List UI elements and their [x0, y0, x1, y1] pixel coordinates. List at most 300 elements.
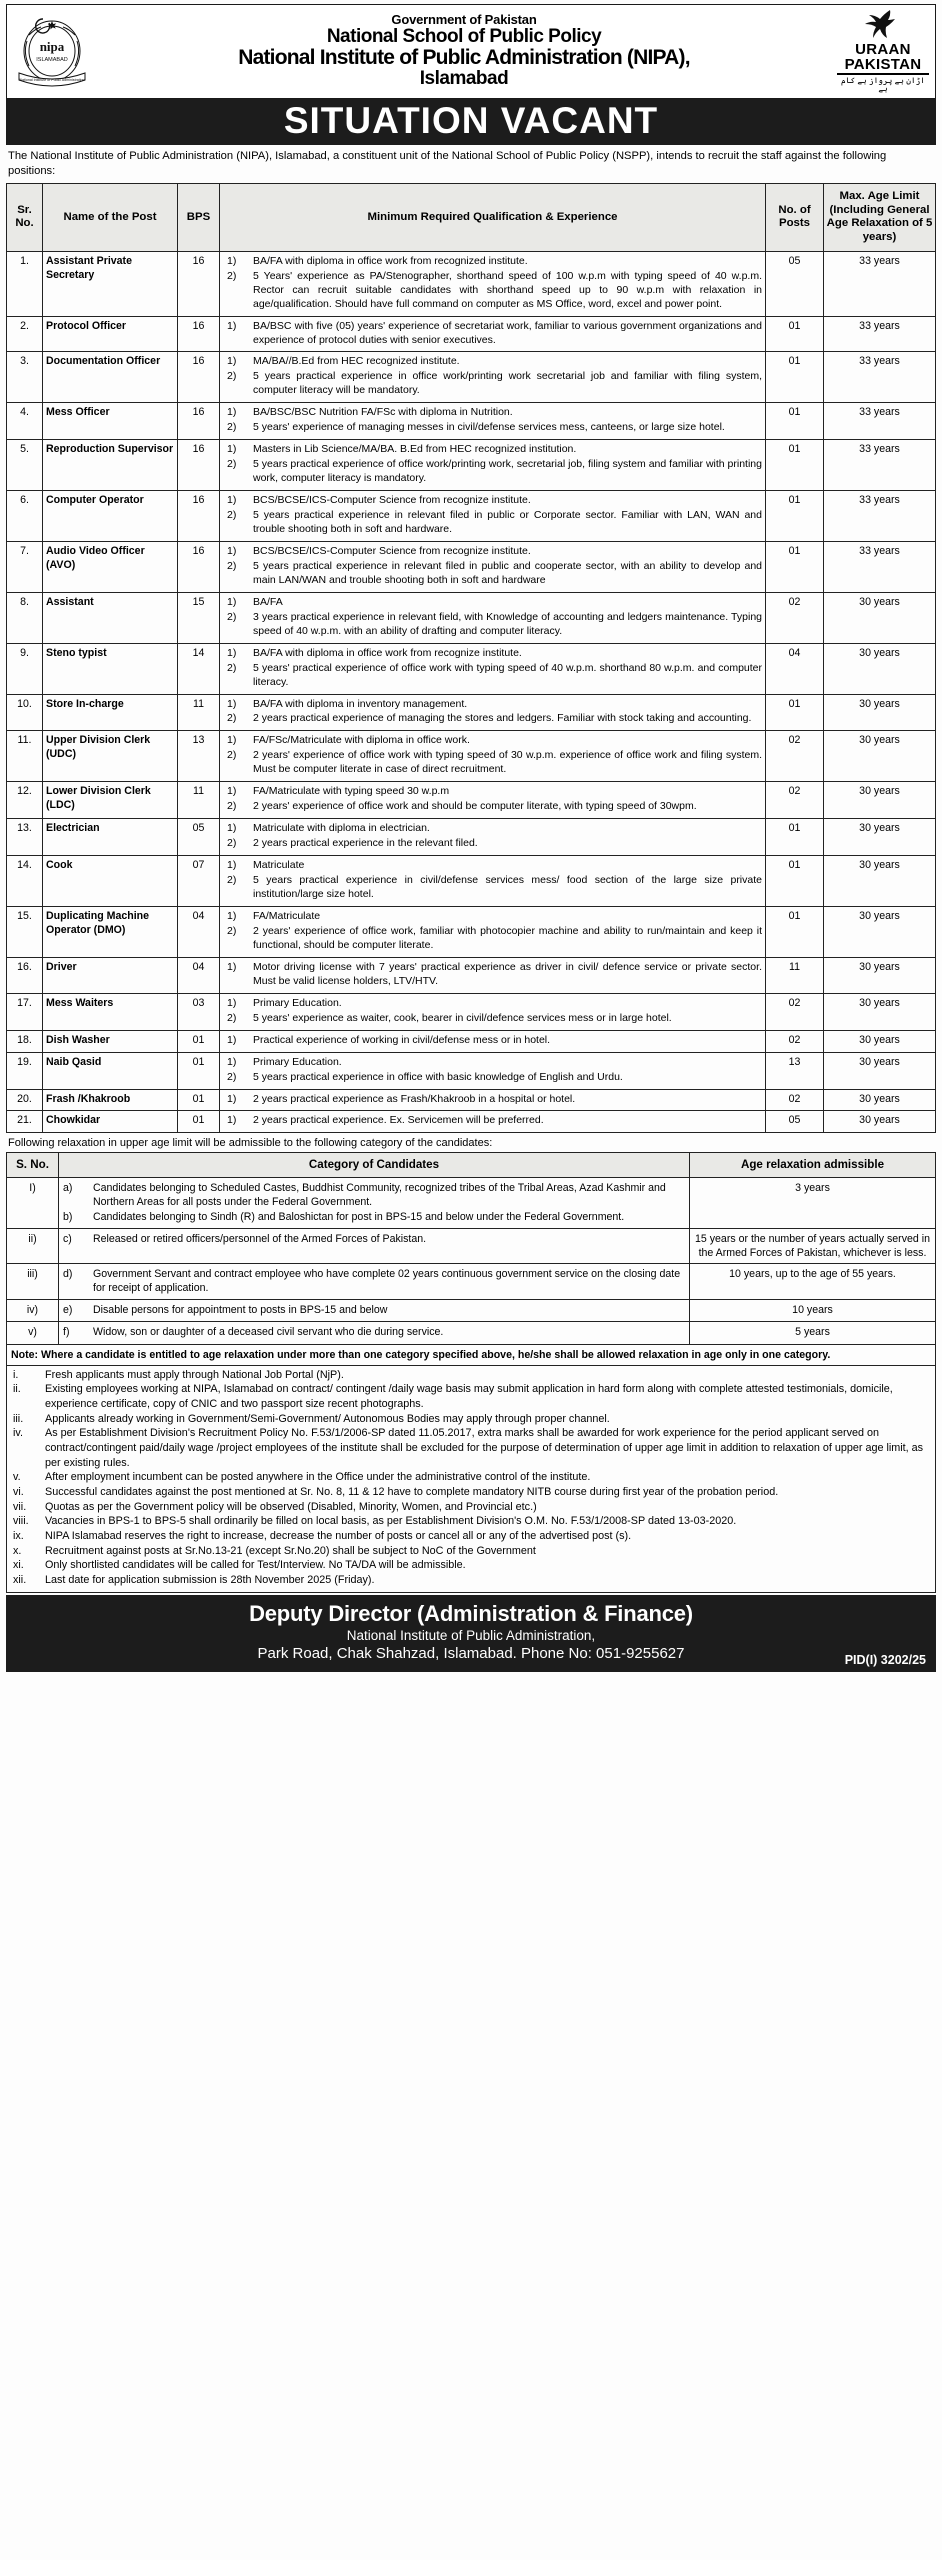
cell-max-age: 30 years [824, 1111, 936, 1133]
cell-category [59, 1229, 690, 1264]
header-bps: BPS [178, 184, 220, 252]
qualification-item [223, 712, 762, 726]
qualification-text: BA/FA [253, 595, 283, 608]
qualification-text: 2 years' experience of office work with typing speed of 30 w.p.m. experience of office work and filing system. Must be computer literate in case of direct recruitment. [253, 749, 762, 776]
svg-text:National Institute of Public A: National Institute of Public Administration [19, 77, 85, 82]
cell-age-relaxation: 15 years or the number of years actually served in the Armed Forces of Pakistan, whichever is less. [690, 1229, 936, 1264]
cell-no-of-posts: 02 [766, 592, 824, 643]
condition-number: i. [13, 1368, 19, 1381]
qualification-item [223, 370, 762, 398]
cell-max-age: 33 years [824, 251, 936, 316]
cell-max-age: 30 years [824, 993, 936, 1030]
cell-sr-no: 12. [7, 782, 43, 819]
category-item [63, 1267, 685, 1295]
qualification-number: 1) [227, 406, 237, 419]
table-row [7, 1052, 936, 1089]
category-letter: d) [63, 1268, 73, 1281]
pakistan-government-crest-icon [13, 11, 91, 91]
cell-category [59, 1300, 690, 1322]
eagle-icon [837, 8, 929, 42]
qualification-number: 1) [227, 1092, 237, 1105]
condition-item [11, 1558, 929, 1573]
qualification-number: 1) [227, 254, 237, 267]
table-row [7, 251, 936, 316]
qualification-item [223, 270, 762, 312]
qualification-text: Motor driving license with 7 years' practical experience as driver in civil/ defence service or private sector. Must be valid license holders, LTV/HTV. [253, 960, 762, 987]
cell-sr-no: 10. [7, 694, 43, 731]
uraan-text: URAAN [855, 41, 911, 58]
cell-max-age: 30 years [824, 1052, 936, 1089]
condition-text: Quotas as per the Government policy will be observed (Disabled, Minority, Women, and Provincial etc.) [45, 1500, 537, 1513]
posts-table-header-row [7, 184, 936, 252]
footer-address: Park Road, Chak Shahzad, Islamabad. Phone No: 051-9255627 [257, 1644, 685, 1662]
qualification-number: 1) [227, 734, 237, 747]
pid-number: PID(I) 3202/25 [844, 1652, 926, 1667]
cell-relax-sno: iv) [7, 1300, 59, 1322]
condition-number: iv. [13, 1427, 23, 1440]
category-item [63, 1303, 685, 1317]
qualification-number: 1) [227, 1033, 237, 1046]
cell-bps: 11 [178, 782, 220, 819]
cell-sr-no: 14. [7, 856, 43, 907]
relaxation-row [7, 1264, 936, 1300]
table-row [7, 592, 936, 643]
qualification-item [223, 596, 762, 610]
cell-sr-no: 4. [7, 403, 43, 440]
table-row [7, 694, 936, 731]
cell-max-age: 30 years [824, 694, 936, 731]
cell-no-of-posts: 02 [766, 1030, 824, 1052]
qualification-item [223, 421, 762, 435]
qualification-text: MA/BA//B.Ed from HEC recognized institute. [253, 355, 460, 368]
cell-category [59, 1264, 690, 1300]
cell-sr-no: 6. [7, 491, 43, 542]
cell-age-relaxation: 10 years [690, 1300, 936, 1322]
cell-relax-sno: ii) [7, 1229, 59, 1264]
qualification-item [223, 800, 762, 814]
cell-sr-no: 18. [7, 1030, 43, 1052]
cell-max-age: 33 years [824, 352, 936, 403]
category-item [63, 1232, 685, 1246]
cell-max-age: 30 years [824, 957, 936, 993]
qualification-item [223, 443, 762, 457]
cell-post-name: Upper Division Clerk (UDC) [43, 731, 178, 782]
table-row [7, 1089, 936, 1111]
qualification-item [223, 320, 762, 348]
condition-number: ii. [13, 1383, 21, 1396]
condition-item [11, 1426, 929, 1470]
category-letter: f) [63, 1326, 70, 1339]
condition-number: xii. [13, 1574, 27, 1586]
qualification-text: 2 years practical experience. Ex. Servicemen will be preferred. [253, 1114, 544, 1127]
qualification-number: 2) [227, 661, 237, 674]
cell-post-name: Store In-charge [43, 694, 178, 731]
cell-no-of-posts: 01 [766, 352, 824, 403]
cell-qualification [220, 316, 766, 352]
qualification-text: Primary Education. [253, 996, 342, 1009]
cell-no-of-posts: 11 [766, 957, 824, 993]
cell-bps: 01 [178, 1089, 220, 1111]
qualification-item [223, 734, 762, 748]
table-row [7, 1111, 936, 1133]
cell-no-of-posts: 01 [766, 819, 824, 856]
qualification-item [223, 509, 762, 537]
condition-item [11, 1382, 929, 1411]
category-item [63, 1181, 685, 1209]
header-max-age-limit: Max. Age Limit (Including General Age Relaxation of 5 years) [824, 184, 936, 252]
qualification-number: 2) [227, 837, 237, 850]
cell-bps: 13 [178, 731, 220, 782]
cell-bps: 11 [178, 694, 220, 731]
condition-number: viii. [13, 1515, 29, 1528]
condition-text: Successful candidates against the post mentioned at Sr. No. 8, 11 & 12 have to complete mandatory NITB course during first year of the probation period. [45, 1485, 779, 1498]
cell-qualification [220, 1030, 766, 1052]
qualification-number: 2) [227, 421, 237, 434]
category-letter: a) [63, 1181, 73, 1194]
qualification-text: Practical experience of working in civil/defense mess or in hotel. [253, 1033, 551, 1046]
condition-item [11, 1573, 929, 1588]
qualification-number: 1) [227, 1114, 237, 1127]
header-category-of-candidates: Category of Candidates [59, 1153, 690, 1177]
qualification-item [223, 611, 762, 639]
qualification-item [223, 785, 762, 799]
condition-item [11, 1500, 929, 1515]
qualification-text: 2 years practical experience in the relevant filed. [253, 837, 478, 850]
situation-vacant-banner: SITUATION VACANT [6, 99, 936, 145]
cell-no-of-posts: 02 [766, 731, 824, 782]
cell-bps: 14 [178, 643, 220, 694]
cell-post-name: Computer Operator [43, 491, 178, 542]
cell-qualification [220, 1052, 766, 1089]
cell-max-age: 30 years [824, 1089, 936, 1111]
cell-bps: 16 [178, 352, 220, 403]
cell-sr-no: 15. [7, 906, 43, 957]
conditions-list [6, 1366, 936, 1593]
relaxation-row [7, 1300, 936, 1322]
table-row [7, 643, 936, 694]
cell-no-of-posts: 01 [766, 403, 824, 440]
qualification-number: 1) [227, 646, 237, 659]
cell-sr-no: 20. [7, 1089, 43, 1111]
table-row [7, 993, 936, 1030]
table-row [7, 403, 936, 440]
qualification-item [223, 1114, 762, 1128]
cell-max-age: 30 years [824, 592, 936, 643]
qualification-number: 1) [227, 785, 237, 798]
cell-bps: 01 [178, 1111, 220, 1133]
category-text: Released or retired officers/personnel of the Armed Forces of Pakistan. [93, 1233, 427, 1246]
cell-qualification [220, 491, 766, 542]
condition-item [11, 1529, 929, 1544]
relaxation-row [7, 1229, 936, 1264]
qualification-text: 5 years' experience of managing messes in civil/defense services mess, canteens, or large size hotel. [253, 421, 725, 434]
condition-number: x. [13, 1544, 22, 1557]
header-no-of-posts: No. of Posts [766, 184, 824, 252]
qualification-number: 2) [227, 874, 237, 887]
cell-no-of-posts: 02 [766, 782, 824, 819]
category-item [63, 1325, 685, 1339]
cell-no-of-posts: 05 [766, 1111, 824, 1133]
qualification-item [223, 822, 762, 836]
uraan-pakistan-logo [837, 8, 929, 93]
table-row [7, 491, 936, 542]
cell-max-age: 33 years [824, 541, 936, 592]
cell-post-name: Reproduction Supervisor [43, 440, 178, 491]
cell-bps: 04 [178, 957, 220, 993]
table-row [7, 906, 936, 957]
qualification-text: BA/FA with diploma in office work from recognize institute. [253, 646, 522, 659]
qualification-item [223, 458, 762, 486]
qualification-text: 5 years practical experience in office with basic knowledge of English and Urdu. [253, 1070, 623, 1083]
qualification-text: 5 years practical experience in office work/printing work secretarial job and familiar with filing system, computer literacy will be mandatory. [253, 370, 762, 397]
qualification-item [223, 997, 762, 1011]
cell-post-name: Duplicating Machine Operator (DMO) [43, 906, 178, 957]
qualification-item [223, 1012, 762, 1026]
table-row [7, 782, 936, 819]
cell-post-name: Lower Division Clerk (LDC) [43, 782, 178, 819]
qualification-item [223, 1034, 762, 1048]
relaxation-note-row [7, 1344, 936, 1365]
cell-qualification [220, 251, 766, 316]
cell-post-name: Audio Video Officer (AVO) [43, 541, 178, 592]
qualification-number: 1) [227, 544, 237, 557]
relaxation-note: Note: Where a candidate is entitled to age relaxation under more than one category specified above, he/she shall be allowed relaxation in age only in one category. [7, 1344, 936, 1365]
qualification-item [223, 647, 762, 661]
relaxation-row [7, 1177, 936, 1228]
footer-designation: Deputy Director (Administration & Finance) [249, 1600, 693, 1626]
qualification-text: BCS/BCSE/ICS-Computer Science from recognize institute. [253, 544, 531, 557]
qualification-text: FA/Matriculate [253, 909, 321, 922]
condition-item [11, 1470, 929, 1485]
posts-table-body [7, 251, 936, 1133]
qualification-number: 2) [227, 924, 237, 937]
cell-no-of-posts: 01 [766, 541, 824, 592]
cell-post-name: Electrician [43, 819, 178, 856]
cell-sr-no: 2. [7, 316, 43, 352]
condition-number: vii. [13, 1500, 27, 1513]
qualification-item [223, 255, 762, 269]
condition-text: As per Establishment Division's Recruitment Policy No. F.53/1/2006-SP dated 11.05.2017, extra marks shall be awarded for work experience for the period applicant served on contract/contingent paid/daily wage /project employees of the institute shall be excluded for the purpose of determination of upper age limit in addition to relaxation of upper age limit, as per existing rules. [45, 1427, 924, 1469]
cell-max-age: 30 years [824, 782, 936, 819]
intro-paragraph: The National Institute of Public Administration (NIPA), Islamabad, a constituent unit of the National School of Public Policy (NSPP), intends to recruit the staff against the following positions: [8, 150, 887, 177]
cell-max-age: 30 years [824, 1030, 936, 1052]
qualification-item [223, 961, 762, 989]
condition-text: Only shortlisted candidates will be called for Test/Interview. No TA/DA will be admissible. [45, 1559, 466, 1572]
category-text: Disable persons for appointment to posts in BPS-15 and below [93, 1304, 388, 1317]
cell-post-name: Chowkidar [43, 1111, 178, 1133]
qualification-item [223, 859, 762, 873]
pakistan-text: PAKISTAN [837, 57, 929, 75]
cell-sr-no: 7. [7, 541, 43, 592]
table-row [7, 819, 936, 856]
qualification-number: 2) [227, 800, 237, 813]
cell-sr-no: 9. [7, 643, 43, 694]
cell-no-of-posts: 13 [766, 1052, 824, 1089]
header-sr-no: Sr. No. [7, 184, 43, 252]
svg-text:nipa: nipa [39, 38, 65, 54]
condition-item [11, 1485, 929, 1500]
cell-sr-no: 13. [7, 819, 43, 856]
qualification-item [223, 662, 762, 690]
cell-bps: 03 [178, 993, 220, 1030]
qualification-item [223, 910, 762, 924]
qualification-item [223, 698, 762, 712]
cell-max-age: 30 years [824, 856, 936, 907]
qualification-number: 2) [227, 269, 237, 282]
header-relax-sno: S. No. [7, 1153, 59, 1177]
cell-no-of-posts: 02 [766, 993, 824, 1030]
condition-text: Existing employees working at NIPA, Islamabad on contract/ contingent /daily wage basis may submit application in hard form along with complete attested testimonials, domicile, experience certificate, copy of CNIC and two passport size recent photographs. [45, 1383, 893, 1410]
qualification-text: BA/FA with diploma in inventory management. [253, 697, 468, 710]
cell-qualification [220, 993, 766, 1030]
cell-no-of-posts: 01 [766, 440, 824, 491]
cell-age-relaxation: 10 years, up to the age of 55 years. [690, 1264, 936, 1300]
qualification-number: 2) [227, 370, 237, 383]
cell-post-name: Steno typist [43, 643, 178, 694]
cell-sr-no: 21. [7, 1111, 43, 1133]
qualification-number: 1) [227, 595, 237, 608]
cell-bps: 16 [178, 440, 220, 491]
condition-number: xi. [13, 1559, 24, 1572]
posts-table [6, 183, 936, 1133]
cell-sr-no: 5. [7, 440, 43, 491]
masthead-titles [91, 13, 837, 88]
cell-post-name: Mess Officer [43, 403, 178, 440]
cell-bps: 15 [178, 592, 220, 643]
cell-sr-no: 8. [7, 592, 43, 643]
cell-sr-no: 1. [7, 251, 43, 316]
qualification-text: 3 years practical experience in relevant field, with Knowledge of accounting and ledgers maintenance. Typing speed of 40 w.p.m. with an ability of drafting and computer literacy. [253, 610, 762, 637]
cell-qualification [220, 1089, 766, 1111]
condition-text: Vacancies in BPS-1 to BPS-5 shall ordinarily be filled on local basis, as per Establishment Division's O.M. No. F.53/1/2008-SP dated 13-03-2020. [45, 1515, 737, 1528]
qualification-text: 5 years practical experience of office work/printing work, secretarial job, filing system and familiar with printing work, computer literacy is mandatory. [253, 458, 762, 485]
cell-bps: 04 [178, 906, 220, 957]
qualification-number: 1) [227, 443, 237, 456]
qualification-item [223, 1056, 762, 1070]
qualification-number: 1) [227, 355, 237, 368]
header-age-relaxation-admissible: Age relaxation admissible [690, 1153, 936, 1177]
qualification-number: 1) [227, 822, 237, 835]
cell-qualification [220, 906, 766, 957]
cell-max-age: 33 years [824, 316, 936, 352]
qualification-text: BA/BSC/BSC Nutrition FA/FSc with diploma in Nutrition. [253, 406, 513, 419]
cell-post-name: Frash /Khakroob [43, 1089, 178, 1111]
masthead [6, 4, 936, 99]
uraan-urdu-tagline: اڑان ہے پرواز ہے کام ہے [841, 76, 925, 93]
condition-item [11, 1514, 929, 1529]
cell-sr-no: 16. [7, 957, 43, 993]
qualification-item [223, 874, 762, 902]
qualification-number: 1) [227, 996, 237, 1009]
cell-age-relaxation: 5 years [690, 1322, 936, 1344]
school-line: National School of Public Policy [326, 26, 602, 48]
qualification-number: 1) [227, 697, 237, 710]
qualification-text: BA/BSC with five (05) years' experience of secretariat work, familiar to various government organizations and experience of protocol duties with senior executives. [253, 319, 762, 346]
svg-text:ISLAMABAD: ISLAMABAD [36, 56, 68, 63]
cell-qualification [220, 541, 766, 592]
qualification-text: Matriculate with diploma in electrician. [253, 822, 430, 835]
qualification-text: 5 years practical experience in relevant filed in public or Corporate sector. Familiar with LAN, WAN and trouble shooting both in soft and hardware. [253, 509, 762, 535]
category-letter: b) [63, 1210, 73, 1223]
qualification-item [223, 749, 762, 777]
qualification-number: 1) [227, 1055, 237, 1068]
qualification-item [223, 1093, 762, 1107]
cell-bps: 16 [178, 491, 220, 542]
header-qualification: Minimum Required Qualification & Experience [220, 184, 766, 252]
qualification-item [223, 355, 762, 369]
table-row [7, 316, 936, 352]
qualification-number: 1) [227, 960, 237, 973]
cell-no-of-posts: 02 [766, 1089, 824, 1111]
table-row [7, 1030, 936, 1052]
qualification-text: FA/Matriculate with typing speed 30 w.p.m [253, 785, 450, 798]
cell-qualification [220, 819, 766, 856]
table-row [7, 352, 936, 403]
cell-no-of-posts: 01 [766, 856, 824, 907]
cell-bps: 01 [178, 1030, 220, 1052]
qualification-item [223, 1071, 762, 1085]
category-item [63, 1210, 685, 1224]
cell-bps: 16 [178, 541, 220, 592]
cell-bps: 16 [178, 251, 220, 316]
condition-number: vi. [13, 1485, 24, 1498]
table-row [7, 541, 936, 592]
qualification-item [223, 560, 762, 588]
qualification-number: 1) [227, 859, 237, 872]
cell-bps: 07 [178, 856, 220, 907]
cell-relax-sno: I) [7, 1177, 59, 1228]
cell-qualification [220, 856, 766, 907]
cell-qualification [220, 957, 766, 993]
condition-text: Applicants already working in Government/Semi-Government/ Autonomous Bodies may apply through proper channel. [45, 1412, 610, 1425]
qualification-number: 1) [227, 494, 237, 507]
cell-max-age: 30 years [824, 819, 936, 856]
cell-sr-no: 19. [7, 1052, 43, 1089]
qualification-number: 2) [227, 610, 237, 623]
cell-bps: 05 [178, 819, 220, 856]
cell-qualification [220, 1111, 766, 1133]
cell-qualification [220, 352, 766, 403]
cell-max-age: 30 years [824, 643, 936, 694]
qualification-text: 5 years' experience as waiter, cook, bearer in civil/defence services mess or in large hotel. [253, 1011, 672, 1024]
category-letter: c) [63, 1233, 72, 1246]
cell-max-age: 33 years [824, 403, 936, 440]
qualification-number: 2) [227, 1070, 237, 1083]
qualification-text: Primary Education. [253, 1055, 342, 1068]
cell-post-name: Dish Washer [43, 1030, 178, 1052]
header-name-of-post: Name of the Post [43, 184, 178, 252]
footer-institute: National Institute of Public Administration, [346, 1627, 596, 1643]
cell-qualification [220, 592, 766, 643]
qualification-text: Masters in Lib Science/MA/BA. B.Ed from HEC recognized institution. [253, 443, 577, 456]
cell-bps: 01 [178, 1052, 220, 1089]
qualification-item [223, 925, 762, 953]
condition-item [11, 1412, 929, 1427]
cell-post-name: Assistant Private Secretary [43, 251, 178, 316]
category-text: Government Servant and contract employee who have complete 02 years continuous government service on the closing date for receipt of application. [93, 1268, 681, 1295]
category-text: Candidates belonging to Sindh (R) and Baloshictan for post in BPS-15 and below under the Federal Government. [93, 1210, 625, 1223]
condition-item [11, 1368, 929, 1383]
cell-sr-no: 3. [7, 352, 43, 403]
cell-post-name: Protocol Officer [43, 316, 178, 352]
qualification-text: 5 years' practical experience of office work with typing speed of 40 w.p.m. shorthand 80 w.p.m. and computer literacy. [253, 661, 762, 688]
cell-post-name: Naib Qasid [43, 1052, 178, 1089]
cell-max-age: 30 years [824, 906, 936, 957]
qualification-number: 2) [227, 559, 237, 572]
cell-relax-sno: v) [7, 1322, 59, 1344]
cell-qualification [220, 643, 766, 694]
qualification-number: 1) [227, 319, 237, 332]
